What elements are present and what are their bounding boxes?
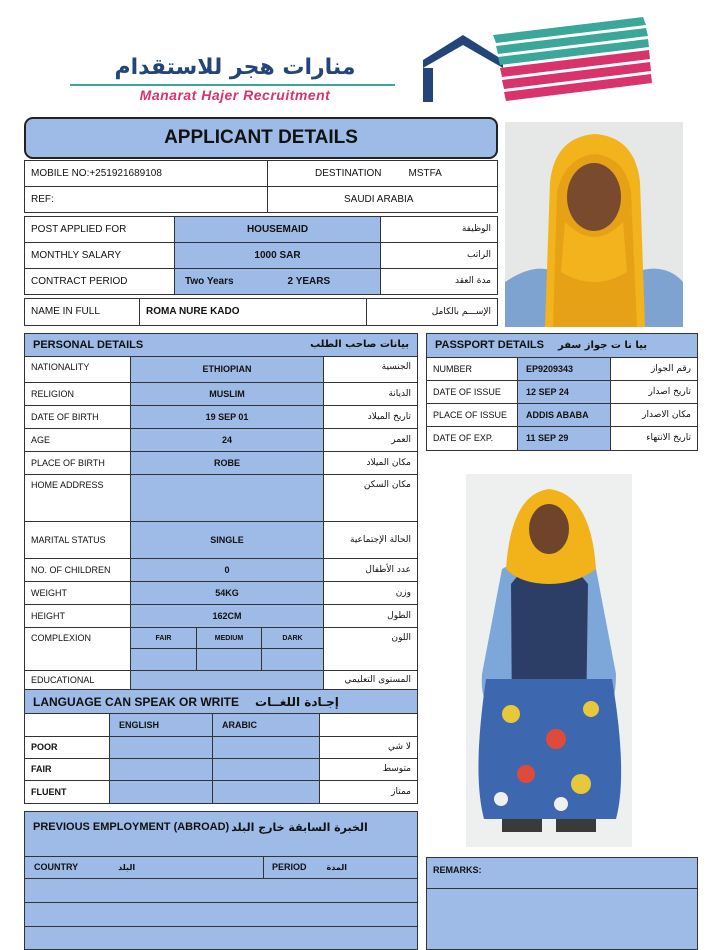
salary-arabic: الراتب xyxy=(380,242,498,269)
logo-underline xyxy=(70,84,395,86)
weight-label: WEIGHT xyxy=(24,581,131,605)
applicant-full-body-photo xyxy=(466,474,632,847)
place-of-birth-value: ROBE xyxy=(130,451,324,475)
marital-status-label: MARITAL STATUS xyxy=(24,521,131,559)
religion-label: RELIGION xyxy=(24,382,131,406)
passport-issue-place-arabic: مكان الاصدار xyxy=(610,403,698,427)
employment-country-header xyxy=(24,856,264,879)
period-label: PERIOD xyxy=(272,862,307,872)
passport-issue-place-value: ADDIS ABABA xyxy=(517,403,611,427)
home-address-value xyxy=(130,474,324,522)
age-arabic: العمر xyxy=(323,428,418,452)
complexion-fair-check xyxy=(130,648,197,671)
contract-value xyxy=(174,268,381,295)
home-address-arabic: مكان السكن xyxy=(323,474,418,522)
poor-label: POOR xyxy=(24,736,110,759)
weight-value: 54KG xyxy=(130,581,324,605)
complexion-medium-check xyxy=(196,648,262,671)
children-label: NO. OF CHILDREN xyxy=(24,558,131,582)
employment-period-header xyxy=(263,856,418,879)
passport-details-title: PASSPORT DETAILS xyxy=(435,339,544,351)
logo-english-name: Manarat Hajer Recruitment xyxy=(139,87,331,103)
employment-title: PREVIOUS EMPLOYMENT (ABROAD) xyxy=(33,821,230,833)
dob-arabic: تاريخ الميلاد xyxy=(323,405,418,429)
passport-expiry-label: DATE OF EXP. xyxy=(426,426,518,451)
educational-value xyxy=(130,670,324,690)
applicant-portrait-photo xyxy=(505,122,683,327)
english-column-header: ENGLISH xyxy=(109,713,213,737)
language-title: LANGUAGE CAN SPEAK OR WRITE xyxy=(33,694,240,709)
fair-arabic: متوسط xyxy=(319,758,418,781)
passport-issue-date-arabic: تاريخ اصدار xyxy=(610,380,698,404)
contract-value-caps: 2 YEARS xyxy=(287,275,331,287)
language-title-arabic: إجـادة اللغــات xyxy=(255,694,339,709)
age-label: AGE xyxy=(24,428,131,452)
height-value: 162CM xyxy=(130,604,324,628)
country-arabic: البلد xyxy=(118,862,136,872)
language-corner xyxy=(24,713,110,737)
passport-expiry-arabic: تاريخ الانتهاء xyxy=(610,426,698,451)
complexion-dark: DARK xyxy=(261,627,324,649)
remarks-label: REMARKS: xyxy=(426,857,698,889)
passport-number-label: NUMBER xyxy=(426,357,518,381)
country-label: COUNTRY xyxy=(34,862,79,872)
age-value: 24 xyxy=(130,428,324,452)
height-label: HEIGHT xyxy=(24,604,131,628)
passport-details-header xyxy=(426,333,698,358)
arabic-fluent-cell xyxy=(212,780,320,804)
language-header xyxy=(24,689,418,714)
destination-value: MSTFA xyxy=(408,167,442,179)
country-value: SAUDI ARABIA xyxy=(267,186,498,213)
contract-label: CONTRACT PERIOD xyxy=(24,268,175,295)
passport-details-title-arabic: بيا نا ت جواز سفر xyxy=(558,339,647,351)
destination-label: DESTINATION xyxy=(315,167,382,179)
english-poor-cell xyxy=(109,736,213,759)
remarks-field xyxy=(426,888,698,950)
weight-arabic: وزن xyxy=(323,581,418,605)
destination-cell xyxy=(267,160,498,187)
employment-title-arabic: الخبرة السابقة خارج البلد xyxy=(231,821,368,834)
religion-value: MUSLIM xyxy=(130,382,324,406)
personal-details-title: PERSONAL DETAILS xyxy=(33,338,144,351)
name-value: ROMA NURE KADO xyxy=(139,298,367,326)
passport-issue-date-label: DATE OF ISSUE xyxy=(426,380,518,404)
personal-details-header xyxy=(24,333,418,357)
post-applied-label: POST APPLIED FOR xyxy=(24,216,175,243)
poor-arabic: لا شي xyxy=(319,736,418,759)
name-arabic: الإســـم بالكامل xyxy=(366,298,498,326)
fluent-arabic: ممتاز xyxy=(319,780,418,804)
fair-label: FAIR xyxy=(24,758,110,781)
place-of-birth-label: PLACE OF BIRTH xyxy=(24,451,131,475)
marital-status-value: SINGLE xyxy=(130,521,324,559)
passport-number-arabic: رقم الجواز xyxy=(610,357,698,381)
complexion-fair: FAIR xyxy=(130,627,197,649)
complexion-arabic: اللون xyxy=(323,627,418,671)
arabic-poor-cell xyxy=(212,736,320,759)
name-label: NAME IN FULL xyxy=(24,298,140,326)
language-arabic-corner xyxy=(319,713,418,737)
arabic-column-header: ARABIC xyxy=(212,713,320,737)
educational-arabic: المستوى التعليمي xyxy=(323,670,418,690)
contract-value-words: Two Years xyxy=(185,275,234,287)
logo-arabic-name: منارات هجر للاستقدام xyxy=(114,55,356,80)
passport-expiry-value: 11 SEP 29 xyxy=(517,426,611,451)
passport-number-value: EP9209343 xyxy=(517,357,611,381)
salary-value: 1000 SAR xyxy=(174,242,381,269)
dob-value: 19 SEP 01 xyxy=(130,405,324,429)
home-address-label: HOME ADDRESS xyxy=(24,474,131,522)
nationality-arabic: الجنسية xyxy=(323,356,418,383)
educational-label: EDUCATIONAL xyxy=(24,670,131,690)
period-arabic: المدة xyxy=(326,862,347,872)
place-of-birth-arabic: مكان الميلاد xyxy=(323,451,418,475)
religion-arabic: الديانة xyxy=(323,382,418,406)
post-applied-value: HOUSEMAID xyxy=(174,216,381,243)
complexion-dark-check xyxy=(261,648,324,671)
children-arabic: عدد الأطفال xyxy=(323,558,418,582)
employment-row-1 xyxy=(24,878,418,903)
employment-row-3 xyxy=(24,926,418,950)
salary-label: MONTHLY SALARY xyxy=(24,242,175,269)
ref-label: REF: xyxy=(24,186,268,213)
personal-details-title-arabic: بيانات صاحب الطلب xyxy=(310,339,409,350)
house-roof-icon xyxy=(418,15,658,105)
contract-arabic: مدة العقد xyxy=(380,268,498,295)
post-applied-arabic: الوظيفة xyxy=(380,216,498,243)
height-arabic: الطول xyxy=(323,604,418,628)
english-fair-cell xyxy=(109,758,213,781)
arabic-fair-cell xyxy=(212,758,320,781)
fluent-label: FLUENT xyxy=(24,780,110,804)
children-value: 0 xyxy=(130,558,324,582)
company-logo xyxy=(60,15,660,105)
english-fluent-cell xyxy=(109,780,213,804)
nationality-value: ETHIOPIAN xyxy=(130,356,324,383)
complexion-medium: MEDIUM xyxy=(196,627,262,649)
dob-label: DATE OF BIRTH xyxy=(24,405,131,429)
mobile-number: MOBILE NO:+251921689108 xyxy=(24,160,268,187)
nationality-label: NATIONALITY xyxy=(24,356,131,383)
marital-status-arabic: الحالة الإجتماعية xyxy=(323,521,418,559)
employment-header xyxy=(24,811,418,857)
page-title: APPLICANT DETAILS xyxy=(24,117,498,159)
complexion-label: COMPLEXION xyxy=(24,627,131,671)
employment-row-2 xyxy=(24,902,418,927)
passport-issue-date-value: 12 SEP 24 xyxy=(517,380,611,404)
passport-issue-place-label: PLACE OF ISSUE xyxy=(426,403,518,427)
